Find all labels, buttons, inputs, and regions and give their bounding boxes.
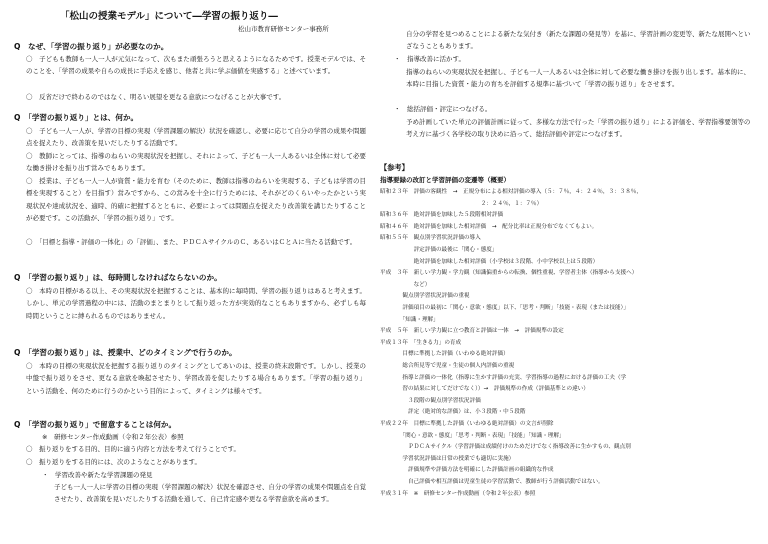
history-line: 自己評価や相互評価は児童生徒の学習活動で、教師が行う評価活動ではない。 (380, 479, 604, 485)
history-line: 絶対評価を加味した相対評価（小学校は３段階、小中学校以上は５段階） (380, 258, 599, 265)
history-line: 「関心・意欲・態度」「思考・判断・表現」「技能」「知識・理解」 (380, 432, 565, 439)
paragraph: 〇 子ども一人一人が、学習の目標の実現（学習課題の解決）状況を確認し、必要に応じて自分の学習の成果や問題点を捉えたり、改善策を見いだしたりする活動です。 (26, 127, 366, 148)
section-question: Q 「学習の振り返り」は、授業中、どのタイミングで行うのか。 (14, 348, 237, 357)
paragraph: 〇 反省だけで終わるのではなく、明るい展望を更なる意欲につなげることが大事です。 (26, 93, 286, 101)
history-line: 総合所見等で児童・生徒の個人内評価の重視 (380, 363, 515, 369)
bullet-heading: ・ 総括評価・評定につなげる。 (394, 105, 492, 113)
history-line: 指導と評価の一体化（指導に生かす評価の充実、学習指導の過程における評価の工夫（学 (380, 374, 627, 381)
history-line: 「知識・理解」 (380, 316, 439, 323)
paragraph: 〇 子どもも教師も一人一人が元気になって、次もまた頑張ろうと思えるようになるためです。授業モデルでは、そのことを、「学習の成果や自らの成長に手応えを感じ、他者と共に学ぶ価値を実感する」と述べています。 (26, 55, 366, 76)
document-title: 「松山の授業モデル」について―学習の振り返り― (60, 11, 278, 22)
history-line: ２：２４％，１：７％） (380, 200, 543, 207)
paragraph: 予め計画していた単元の評価計画に従って、多様な方法で行った「学習の振り返り」による評価を、学習指導要領等の考え方に基づく各学校の取り決めに沿って、総括評価や評定につなげます。 (406, 118, 751, 139)
section-question: Q 「学習の振り返り」で留意することは何か。 (14, 420, 177, 429)
history-line: 昭和２３年 評価の客観性 → 正規分布による相対評価の導入（５：７％，４：２４％，３：３８％， (380, 189, 643, 195)
paragraph: 〇 授業は、子ども一人一人が資質・能力を育む（そのために、教師は指導のねらいを実現する、子どもは学習の目標を実現すること）を目指す）営みですから、この営みを十全に行うためには、それがどのくらいやったかという実現状況や達成状況を、適時、的確に把握するとともに、必要によっては問題点を捉えたり改善策を講じたりすることが必要です。この活動が、「学習の振り返り」です。 (26, 177, 366, 223)
history-line: 昭和３６年 絶対評価を加味した５段階相対評価 (380, 212, 504, 219)
section-question: Q なぜ、「学習の振り返り」が必要なのか。 (14, 42, 169, 51)
history-line: 習の結果に対してだけでなく））→ 評価規準の作成（評価基準との違い） (380, 386, 589, 393)
paragraph: 〇 振り返りをする目的には、次のようなことがあります。 (26, 458, 201, 466)
reference-note: ※ 研修センター作成動画（令和２年公表）参照 (42, 433, 184, 441)
section-question: Q 「学習の振り返り」は、毎時間しなければならないのか。 (14, 273, 222, 282)
reference-title: 【参考】 (380, 163, 409, 172)
history-line: 評定（絶対的な評価）は、小３段階・中５段階 (380, 409, 526, 416)
paragraph: 〇 本時の目標の実現状況を把握する振り返りのタイミングとしてあいのは、授業の終末段階です。しかし、授業の中盤で振り返りをさせ、更なる意欲を喚起させたり、学習改善を促したりする場合もあります。「学習の振り返り」という活動を、何のために行うのかという目的によって、タイミングは様々です。 (26, 362, 366, 395)
history-line: ３段階の観点別学習状況評価 (380, 397, 481, 404)
history-line: など） (380, 281, 431, 288)
paragraph: 〇 振り返りをする目的、目的に適う内容と方法を考えて行うことです。 (26, 445, 240, 453)
history-line: 学習状況評価は日常の授業でも適切に実施） (380, 455, 515, 462)
bullet-heading: ・ 指導改善に活かす。 (394, 55, 465, 63)
history-line: 昭和４６年 絶対評価を加味した相対評価 → 配分比率は正規分布でなくてもよい。 (380, 223, 598, 230)
history-line: 平成３１年 ※ 研修センター作成動画（令和２年公表）参照 (380, 490, 536, 497)
paragraph: 〇 本時の目標がある以上、その実現状況を把握することは、基本的に毎時間、学習の振り返りはあると考えます。しかし、単元の学習過程の中には、活動のまとまりとして振り返った方が実効的なこともありますから、必ずしも毎時間ということに縛られるものではありません。 (26, 287, 366, 320)
document-author: 松山市教育研修センター事務所 (238, 25, 329, 33)
history-line: 観点別学習状況評価の重視 (380, 293, 470, 300)
reference-subtitle: 指導要録の改訂と学習評価の変遷等（概要） (380, 176, 510, 184)
history-line: 平成２２年 目標に準拠した評価（いわゆる絶対評価）の文言が削除 (380, 421, 554, 427)
history-line: 昭和５５年 観点別学習状況評価の導入 (380, 235, 481, 242)
history-line: 目標に準拠した評価（いわゆる絶対評価） (380, 351, 509, 358)
bullet-heading: ・ 学習改善や新たな学習課題の発見 (42, 471, 153, 479)
paragraph: 子ども一人一人に学習の目標の実現（学習課題の解決）状況を確認させ、自分の学習の成果や問題点を自覚させたり、改善策を見いだしたりする活動を通して、自己肯定感や更なる学習意欲を高めます。 (54, 483, 366, 504)
history-line: ＰＤＣＡサイクル（学習評価は成績付けのためだけでなく指導改善に生かすもの、観点別 (380, 444, 631, 451)
history-line: 評価規準や評価方法を明確にした評価計画の組織的な作成 (380, 467, 554, 474)
section-question: Q 「学習の振り返り」とは、何か。 (14, 113, 139, 122)
history-line: 評定評価の最後に「関心・態度」 (380, 247, 498, 253)
history-line: 平成 ３年 新しい学力観・学力観（知識偏重からの転換、個性重視、学習者主体（指導から支援へ） (380, 270, 638, 277)
history-line: 平成１３年 「生きる力」の育成 (380, 339, 462, 346)
paragraph: 指導のねらいの実現状況を把握し、子ども一人一人あるいは全体に対して必要な働き掛けを振り出します。基本的に、本時に目指した資質・能力の育ちを評価する規準に基づいて「学習の振り返り」をさせます。 (406, 68, 750, 89)
paragraph: 〇 教師にとっては、指導のねらいの実現状況を把握し、それによって、子ども一人一人あるいは全体に対して必要な働き掛けを振り出す営みでもあります。 (26, 152, 366, 173)
paragraph: 〇 「目標と指導・評価の一体化」の「評価」、また、ＰＤＣＡサイクルのＣ、あるいはＣとＡに当たる活動です。 (26, 238, 357, 246)
history-line: 平成 ５年 新しい学力観に立つ教育と評価は一体 → 評価規準の設定 (380, 328, 564, 335)
history-line: 評価項目の最初に「関心・意欲・態度」以下、「思考・判断」「技能・表現（または技能）」 (380, 305, 629, 311)
paragraph: 自分の学習を見つめることによる新たな気付き（新たな課題の発見等）を基に、学習計画の変更等、新たな展開へといざなうこともあります。 (406, 30, 751, 51)
